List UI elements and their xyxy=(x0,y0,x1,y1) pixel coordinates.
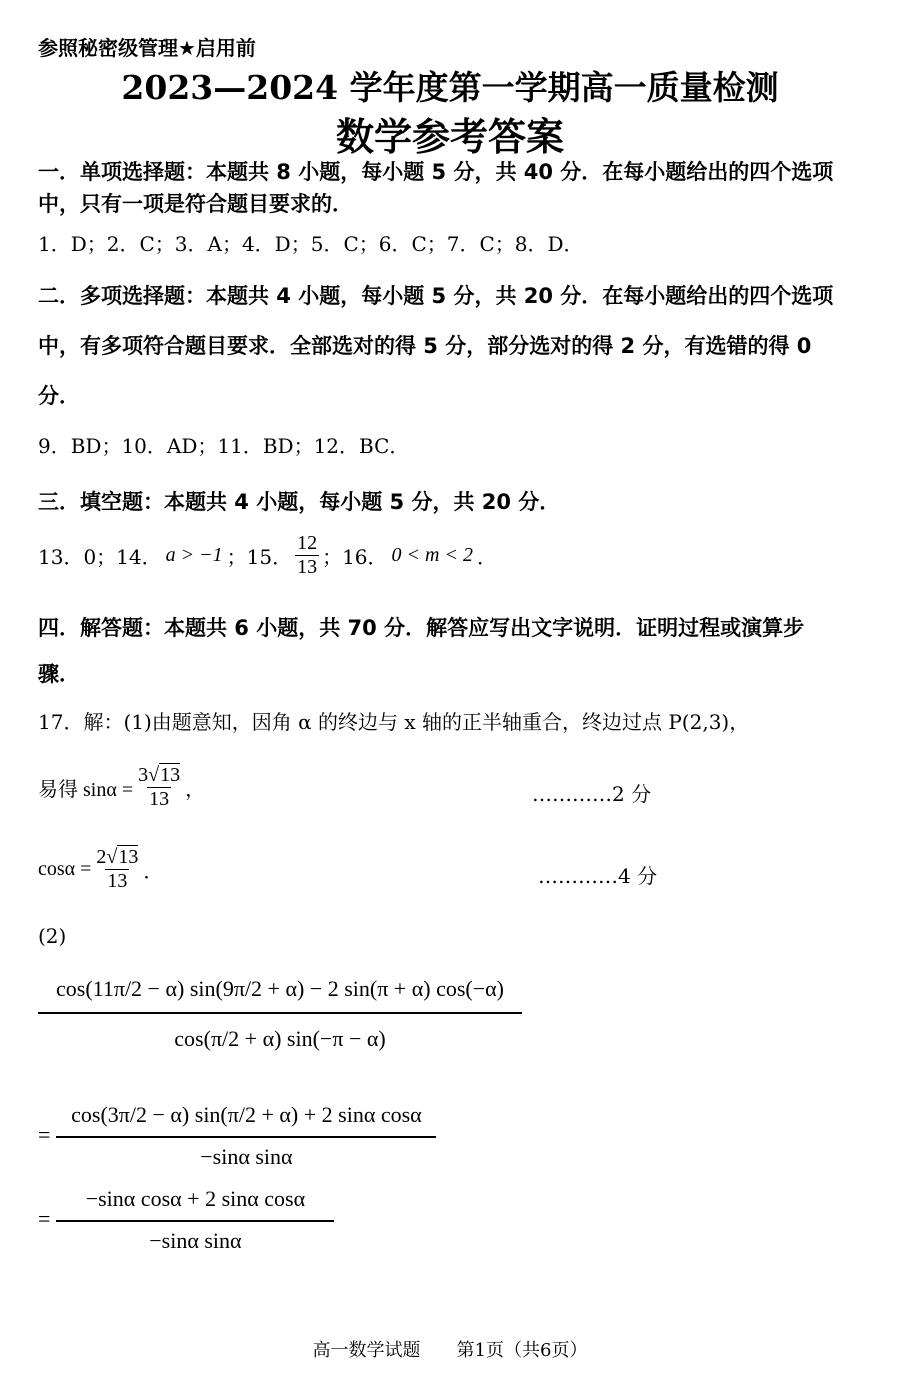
expression-2-fraction xyxy=(56,1100,436,1170)
sin-root: 13 xyxy=(160,764,181,786)
cos-prefix: cosα = xyxy=(38,858,92,880)
section4-heading-line2: 骤． xyxy=(38,662,80,686)
document-subtitle: 数学参考答案 xyxy=(335,114,564,159)
expr3-denominator: −sinα sinα xyxy=(149,1227,242,1253)
sin-denominator: 13 xyxy=(149,788,170,810)
sin-prefix: 易得 sinα = xyxy=(38,779,134,801)
ans15-denominator: 13 xyxy=(297,556,318,578)
eq-sign-2: = xyxy=(38,1121,51,1147)
cos-root: 13 xyxy=(118,846,139,868)
cos-denominator: 13 xyxy=(107,870,128,892)
ans15-numerator: 12 xyxy=(297,532,318,554)
expression-3-fraction xyxy=(56,1184,334,1254)
cos-coef: 2 xyxy=(96,846,107,868)
cos-end: ． xyxy=(143,861,164,883)
section4-heading-line1: 四．解答题：本题共 6 小题，共 70 分．解答应写出文字说明．证明过程或演算步 xyxy=(38,616,805,640)
section2-heading-line1: 二．多项选择题：本题共 4 小题，每小题 5 分，共 20 分．在每小题给出的四个选项 xyxy=(38,284,834,308)
q17-sin-line xyxy=(38,764,205,811)
expr2-numerator: cos(3π/2 − α) sin(π/2 + α) + 2 sinα cosα xyxy=(71,1102,422,1127)
exam-title: 2023—2024 学年度第一学期高一质量检测 xyxy=(121,68,779,107)
expression-1-fraction xyxy=(38,968,522,1052)
section2-heading-line3: 分． xyxy=(38,384,80,408)
expression-1 xyxy=(38,968,522,1052)
expr1-numerator: cos(11π/2 − α) sin(9π/2 + α) − 2 sin(π + α) cos(−α) xyxy=(56,976,504,1001)
page-footer: 高一数学试题 第1页（共6页） xyxy=(312,1340,588,1361)
section3-heading: 三．填空题：本题共 4 小题，每小题 5 分，共 20 分． xyxy=(38,490,561,514)
expression-3 xyxy=(38,1184,334,1254)
section1-heading-line1: 一．单项选择题：本题共 8 小题，每小题 5 分，共 40 分．在每小题给出的四个选项 xyxy=(38,160,834,184)
part2-label: (2) xyxy=(38,924,67,948)
expr1-denominator: cos(π/2 + α) sin(−π − α) xyxy=(174,1025,386,1051)
expression-2 xyxy=(38,1100,436,1170)
ans15-fraction xyxy=(295,532,319,579)
end-mark: ． xyxy=(476,545,497,569)
sin-fraction xyxy=(136,764,182,811)
score-4: …………4 分 xyxy=(538,864,658,888)
q17-intro: 17．解：(1)由题意知，因角 α 的终边与 x 轴的正半轴重合，终边过点 P(2,3)， xyxy=(38,710,750,734)
cos-numerator: 2√13 xyxy=(96,846,139,868)
ans16-math: 0 < m < 2 xyxy=(391,544,473,566)
section2-answers: 9．BD；10．AD；11．BD；12．BC． xyxy=(38,434,410,458)
confidential-label: 参照秘密级管理★启用前 xyxy=(38,36,256,60)
section3-answers xyxy=(38,532,497,579)
sep16-text: ；16． xyxy=(322,545,388,569)
ans13-text: 13．0；14． xyxy=(38,545,162,569)
score-2: …………2 分 xyxy=(532,782,652,806)
sep15-text: ；15． xyxy=(226,545,293,569)
q17-cos-line xyxy=(38,846,163,893)
section1-answers: 1．D；2．C；3．A；4．D；5．C；6．C；7．C；8．D． xyxy=(38,232,584,256)
eq-sign-3: = xyxy=(38,1205,51,1231)
ans14-math: a > −1 xyxy=(165,544,223,566)
cos-fraction xyxy=(94,846,140,893)
sin-coef: 3 xyxy=(138,764,149,786)
section1-heading-line2: 中，只有一项是符合题目要求的． xyxy=(38,192,353,216)
sin-numerator: 3√13 xyxy=(138,764,181,786)
section2-heading-line2: 中，有多项符合题目要求．全部选对的得 5 分，部分选对的得 2 分，有选错的得 0 xyxy=(38,334,812,358)
expr2-denominator: −sinα sinα xyxy=(200,1143,293,1169)
sin-end: ， xyxy=(185,779,206,801)
expr3-numerator: −sinα cosα + 2 sinα cosα xyxy=(85,1186,306,1211)
